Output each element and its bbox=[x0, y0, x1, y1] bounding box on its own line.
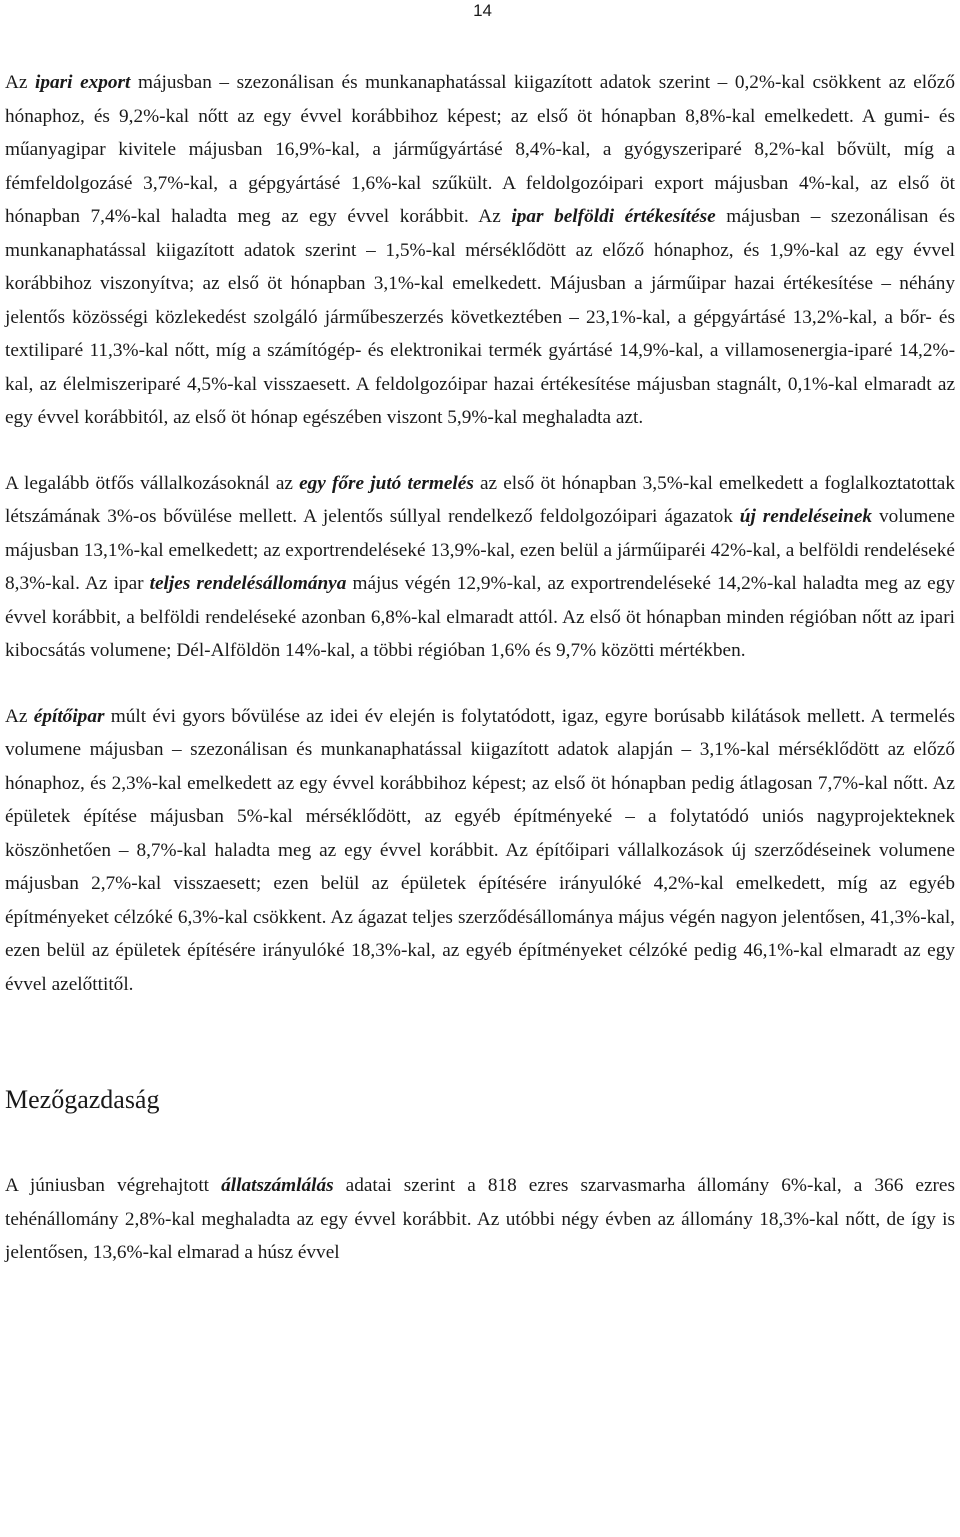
emphasis-industrial-export: ipari export bbox=[35, 72, 131, 93]
paragraph-industrial-export bbox=[5, 66, 955, 435]
emphasis-livestock-census: állatszámlálás bbox=[221, 1175, 334, 1196]
section-heading-agriculture: Mezőgazdaság bbox=[5, 1085, 160, 1114]
text: május végén 12,9%-kal, az exportrendeléseké 14,2%-kal haladta meg az egy évvel korábbit, a belföldi rendeléseké azonban 6,8%-kal elmaradt attól. Az első öt hónapban minden régióban nőtt az ipari kibocsátás volumene; Dél-Alföldön 14%-kal, a többi régióban 1,6% és 9,7% közötti mértékben. bbox=[5, 573, 955, 661]
emphasis-construction: építőipar bbox=[33, 705, 105, 727]
page-number: 14 bbox=[473, 1, 492, 20]
paragraph-productivity-orders bbox=[5, 467, 955, 668]
text: adatai szerint a 818 ezres szarvasmarha állomány 6%-kal, a 366 ezres tehénállomány 2,8%-kal meghaladta az egy évvel korábbit. Az utóbbi négy évben az állomány 18,3%-kal nőtt, de így is jelentősen, 13,6%-kal elmarad a húsz évvel bbox=[5, 1175, 955, 1263]
paragraph-livestock-census bbox=[5, 1169, 955, 1270]
text: Az bbox=[5, 72, 36, 93]
text: májusban – szezonálisan és munkanaphatással kiigazított adatok szerint – 1,5%-kal mérséklődött az előző hónaphoz, és 1,9%-kal az egy évvel korábbihoz viszonyítva; az első öt hónapban 3,1%-kal emelkedett. Májusban a járműipar hazai értékesítése – néhány jelentős közösségi közlekedést szolgáló járműbeszerzés következtében – 23,1%-kal, a gépgyártásé 13,2%-kal, a bőr- és textiliparé 11,3%-kal nőtt, míg a számítógép- és elektronikai termék gyártásé 14,9%-kal, a villamosenergia-iparé 14,2%-kal, az élelmiszeriparé 4,5%-kal visszaesett. A feldolgozóipar hazai értékesítése májusban stagnált, 0,1%-kal elmaradt az egy évvel korábbitól, az első öt hónap egészében viszont 5,9%-kal meghaladta azt. bbox=[5, 206, 955, 428]
emphasis-per-capita-production: egy főre jutó termelés bbox=[299, 472, 474, 494]
paragraph-construction bbox=[5, 700, 955, 1002]
emphasis-domestic-sales: ipar belföldi értékesítése bbox=[511, 206, 716, 227]
text: A júniusban végrehajtott bbox=[5, 1175, 222, 1196]
text: múlt évi gyors bővülése az idei év elején is folytatódott, igaz, egyre borúsabb kilátások mellett. A termelés volumene májusban – szezonálisan és munkanaphatással kiigazított adatok alapján – 3,1%-kal mérséklődött az előző hónaphoz, és 2,3%-kal emelkedett az egy évvel korábbihoz képest; az első öt hónapban pedig átlagosan 7,7%-kal nőtt. Az épületek építése májusban 5%-kal mérséklődött, az egyéb építményeké – a folytatódó uniós nagyprojekteknek köszönhetően – 8,7%-kal haladta meg az egy évvel korábbit. Az építőipari vállalkozások új szerződéseinek volumene májusban 2,7%-kal visszaesett; ezen belül az épületek építésére irányulóké 4,2%-kal emelkedett, míg az egyéb építményeket célzóké 6,3%-kal csökkent. Az ágazat teljes szerződésállománya május végén nagyon jelentősen, 41,3%-kal, ezen belül az épületek építésére irányulóké 18,3%-kal, az egyéb építményeket célzóké pedig 46,1%-kal elmaradt az egy évvel azelőttitől. bbox=[5, 705, 955, 995]
document-body bbox=[5, 66, 955, 1270]
text: A legalább ötfős vállalkozásoknál az bbox=[5, 472, 300, 494]
text: az első öt hónapban 3,5%-kal emelkedett a foglalkoztatottak létszámának 3%-os bővülése mellett. A jelentős súllyal rendelkező feldolgozóipari ágazatok bbox=[5, 472, 955, 527]
emphasis-new-orders: új rendeléseinek bbox=[739, 506, 873, 527]
text: Az bbox=[5, 705, 34, 727]
text: volumene májusban 13,1%-kal emelkedett; az exportrendeléseké 13,9%-kal, ezen belül a járműiparéi 42%-kal, a belföldi rendeléseké 8,3%-kal. Az ipar bbox=[5, 506, 955, 594]
emphasis-order-backlog: teljes rendelésállománya bbox=[149, 573, 347, 594]
text: májusban – szezonálisan és munkanaphatással kiigazított adatok szerint – 0,2%-kal csökkent az előző hónaphoz, és 9,2%-kal nőtt az egy évvel korábbihoz képest; az első öt hónapban 8,8%-kal emelkedett. A gumi- és műanyagipar kivitele májusban 16,9%-kal, a járműgyártásé 8,4%-kal, a gyógyszeriparé 8,2%-kal bővült, míg a fémfeldolgozásé 3,7%-kal, a gépgyártásé 1,6%-kal szűkült. A feldolgozóipari export májusban 4%-kal, az első öt hónapban 7,4%-kal haladta meg az egy évvel korábbit. Az bbox=[5, 72, 955, 227]
